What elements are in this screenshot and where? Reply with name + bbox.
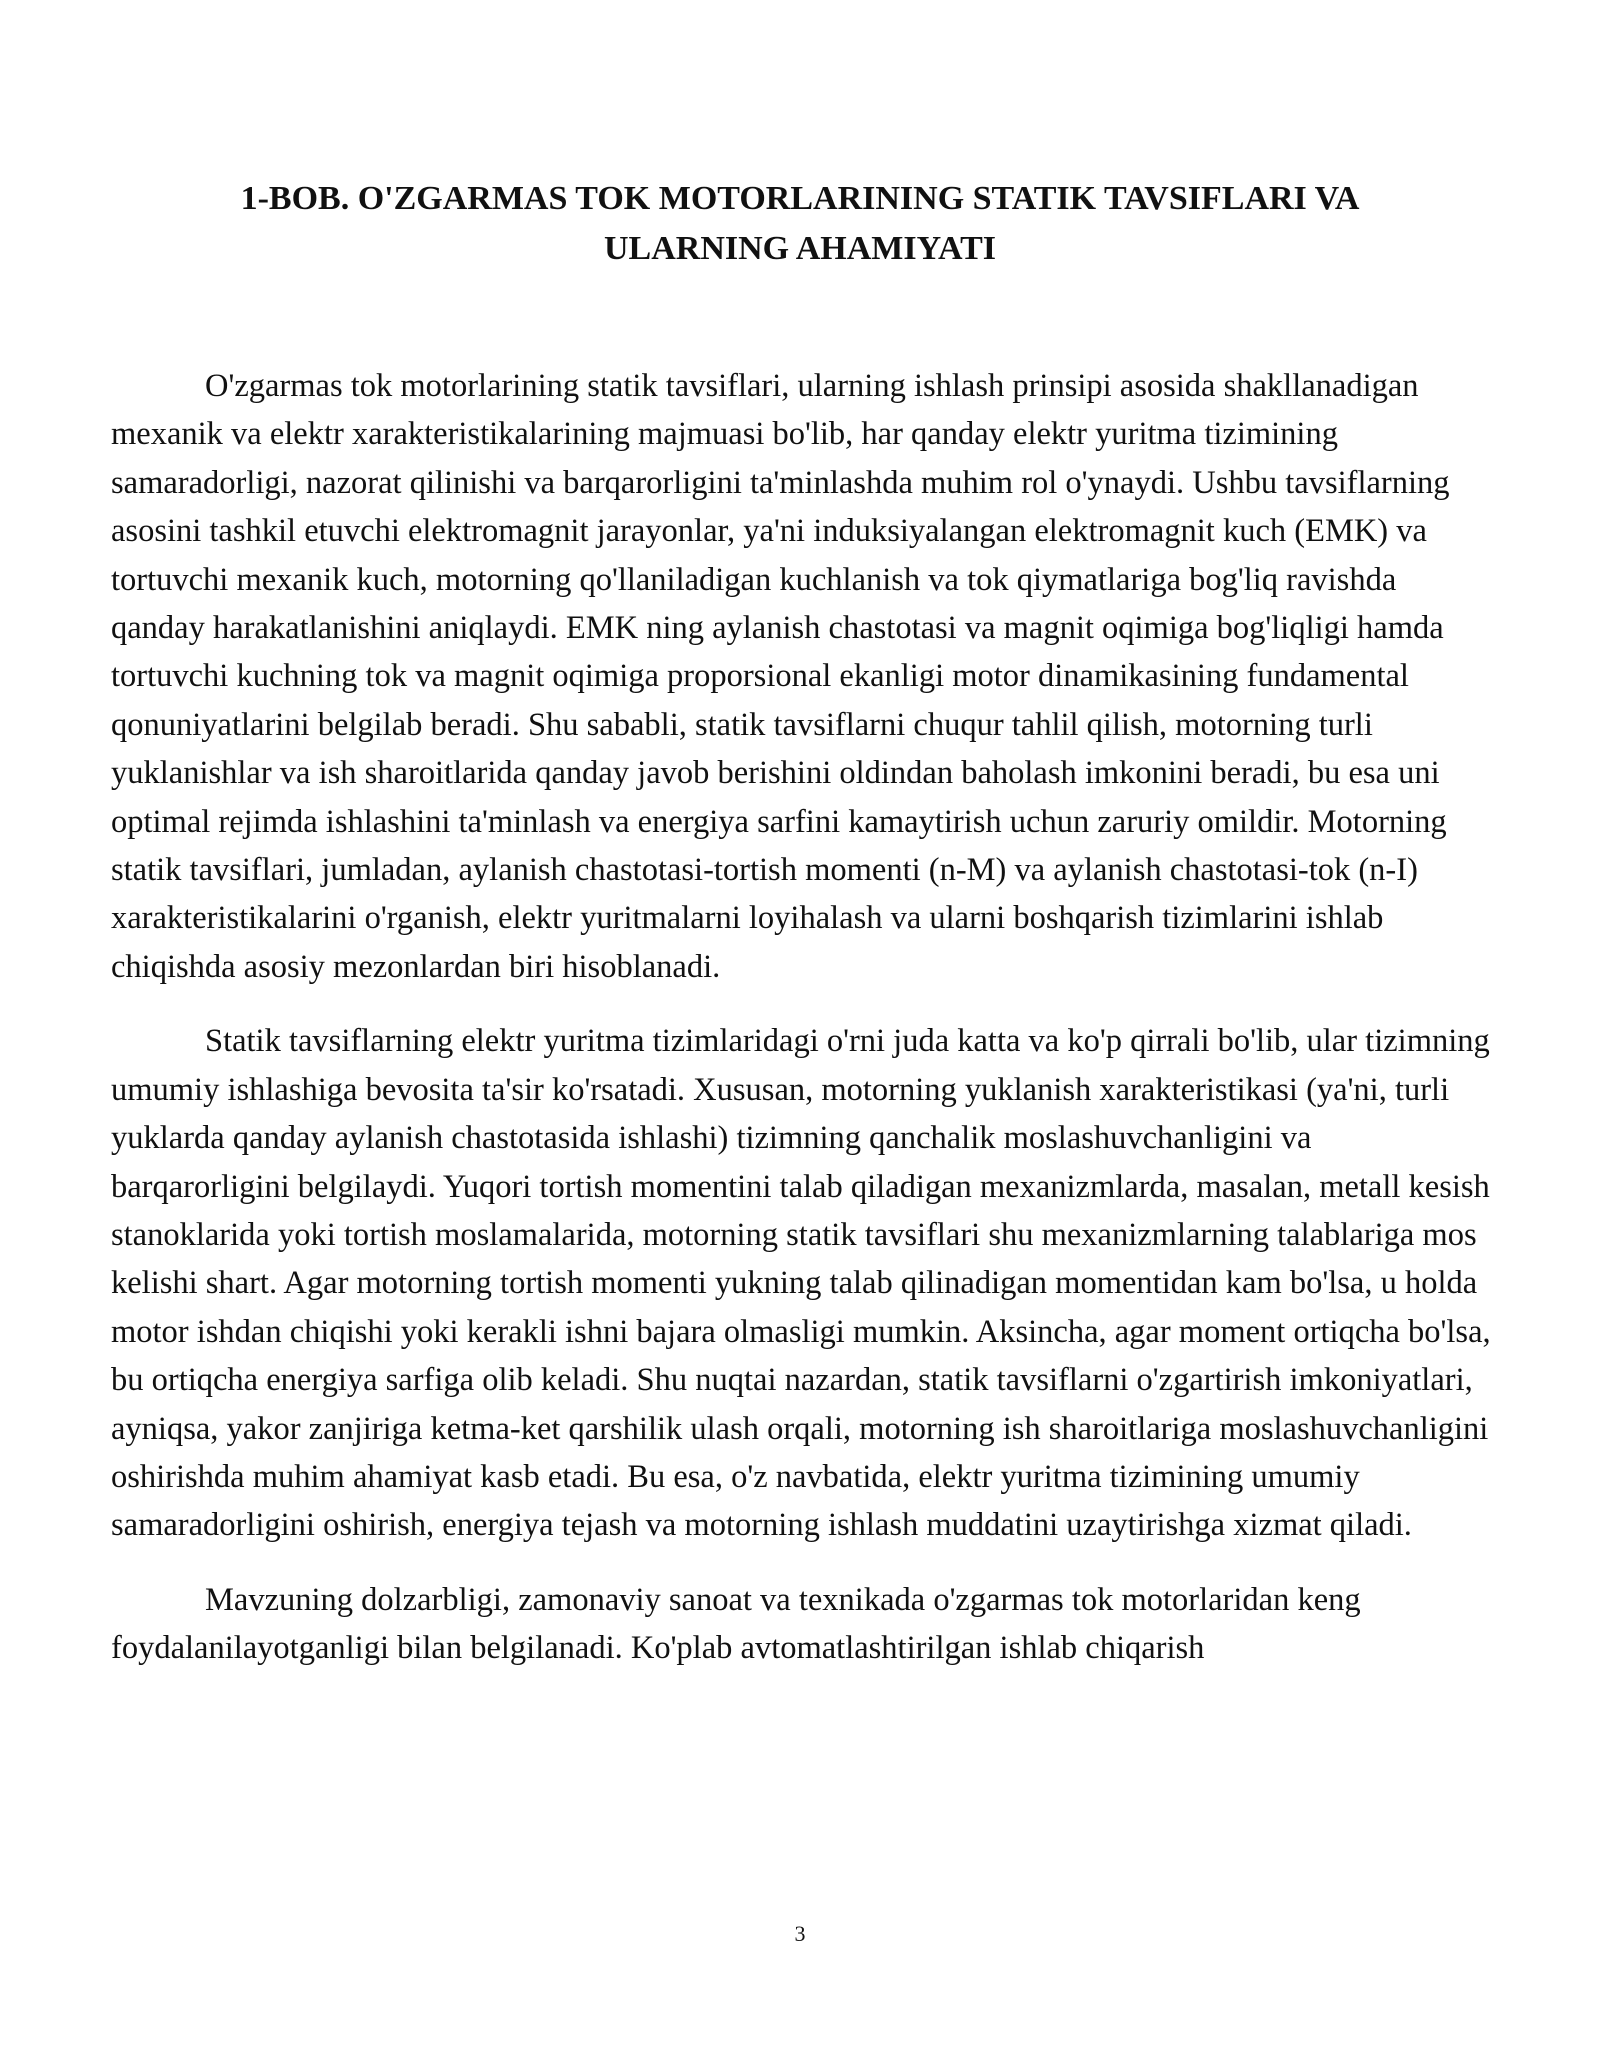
paragraph-3: Mavzuning dolzarbligi, zamonaviy sanoat va texnikada o'zgarmas tok motorlaridan keng foydalanilayotganligi bilan belgilanadi. Ko'plab avtomatlashtirilgan ishlab chiqarish (111, 1581, 1361, 1667)
page-number: 3 (794, 1921, 806, 1946)
chapter-title-line-2: ULARNING AHAMIYATI (604, 230, 996, 267)
paragraph-2: Statik tavsiflarning elektr yuritma tizimlaridagi o'rni juda katta va ko'p qirrali bo'lib, ular tizimning umumiy ishlashiga bevosita ta'sir ko'rsatadi. Xususan, motorning yuklanish xarakteristikasi (ya'ni, turli yuklarda qanday aylanish chastotasida ishlashi) tizimning qanchalik moslashuvchanligini va barqarorligini belgilaydi. Yuqori tortish momentini talab qiladigan mexanizmlarda, masalan, metall kesish stanoklarida yoki tortish moslamalarida, motorning statik tavsiflari shu mexanizmlarning talablariga mos kelishi shart. Agar motorning tortish momenti yukning talab qilinadigan momentidan kam bo'lsa, u holda motor ishdan chiqishi yoki kerakli ishni bajara olmasligi mumkin. Aksincha, agar moment ortiqcha bo'lsa, bu ortiqcha energiya sarfiga olib keladi. Shu nuqtai nazardan, statik tavsiflarni o'zgartirish imkoniyatlari, ayniqsa, yakor zanjiriga ketma-ket qarshilik ulash orqali, motorning ish sharoitlariga moslashuvchanligini oshirishda muhim ahamiyat kasb etadi. Bu esa, o'z navbatida, elektr yuritma tizimining umumiy samaradorligini oshirish, energiya tejash va motorning ishlash muddatini uzaytirishga xizmat qiladi. (111, 1023, 1491, 1544)
document-body (111, 362, 1497, 1699)
paragraph-1: O'zgarmas tok motorlarining statik tavsiflari, ularning ishlash prinsipi asosida shakllanadigan mexanik va elektr xarakteristikalarining majmuasi bo'lib, har qanday elektr yuritma tizimining samaradorligi, nazorat qilinishi va barqarorligini ta'minlashda muhim rol o'ynaydi. Ushbu tavsiflarning asosini tashkil etuvchi elektromagnit jarayonlar, ya'ni induksiyalangan elektromagnit kuch (EMK) va tortuvchi mexanik kuch, motorning qo'llaniladigan kuchlanish va tok qiymatlariga bog'liq ravishda qanday harakatlanishini aniqlaydi. EMK ning aylanish chastotasi va magnit oqimiga bog'liqligi hamda tortuvchi kuchning tok va magnit oqimiga proporsional ekanligi motor dinamikasining fundamental qonuniyatlarini belgilab beradi. Shu sababli, statik tavsiflarni chuqur tahlil qilish, motorning turli yuklanishlar va ish sharoitlarida qanday javob berishini oldindan baholash imkonini beradi, bu esa uni optimal rejimda ishlashini ta'minlash va energiya sarfini kamaytirish uchun zaruriy omildir. Motorning statik tavsiflari, jumladan, aylanish chastotasi-tortish momenti (n-M) va aylanish chastotasi-tok (n-I) xarakteristikalarini o'rganish, elektr yuritmalarni loyihalash va ularni boshqarish tizimlarini ishlab chiqishda asosiy mezonlardan biri hisoblanadi. (111, 368, 1450, 985)
chapter-title-line-1: 1-BOB. O'ZGARMAS TOK MOTORLARINING STATIK TAVSIFLARI VA (240, 180, 1360, 217)
chapter-title (110, 174, 1490, 274)
